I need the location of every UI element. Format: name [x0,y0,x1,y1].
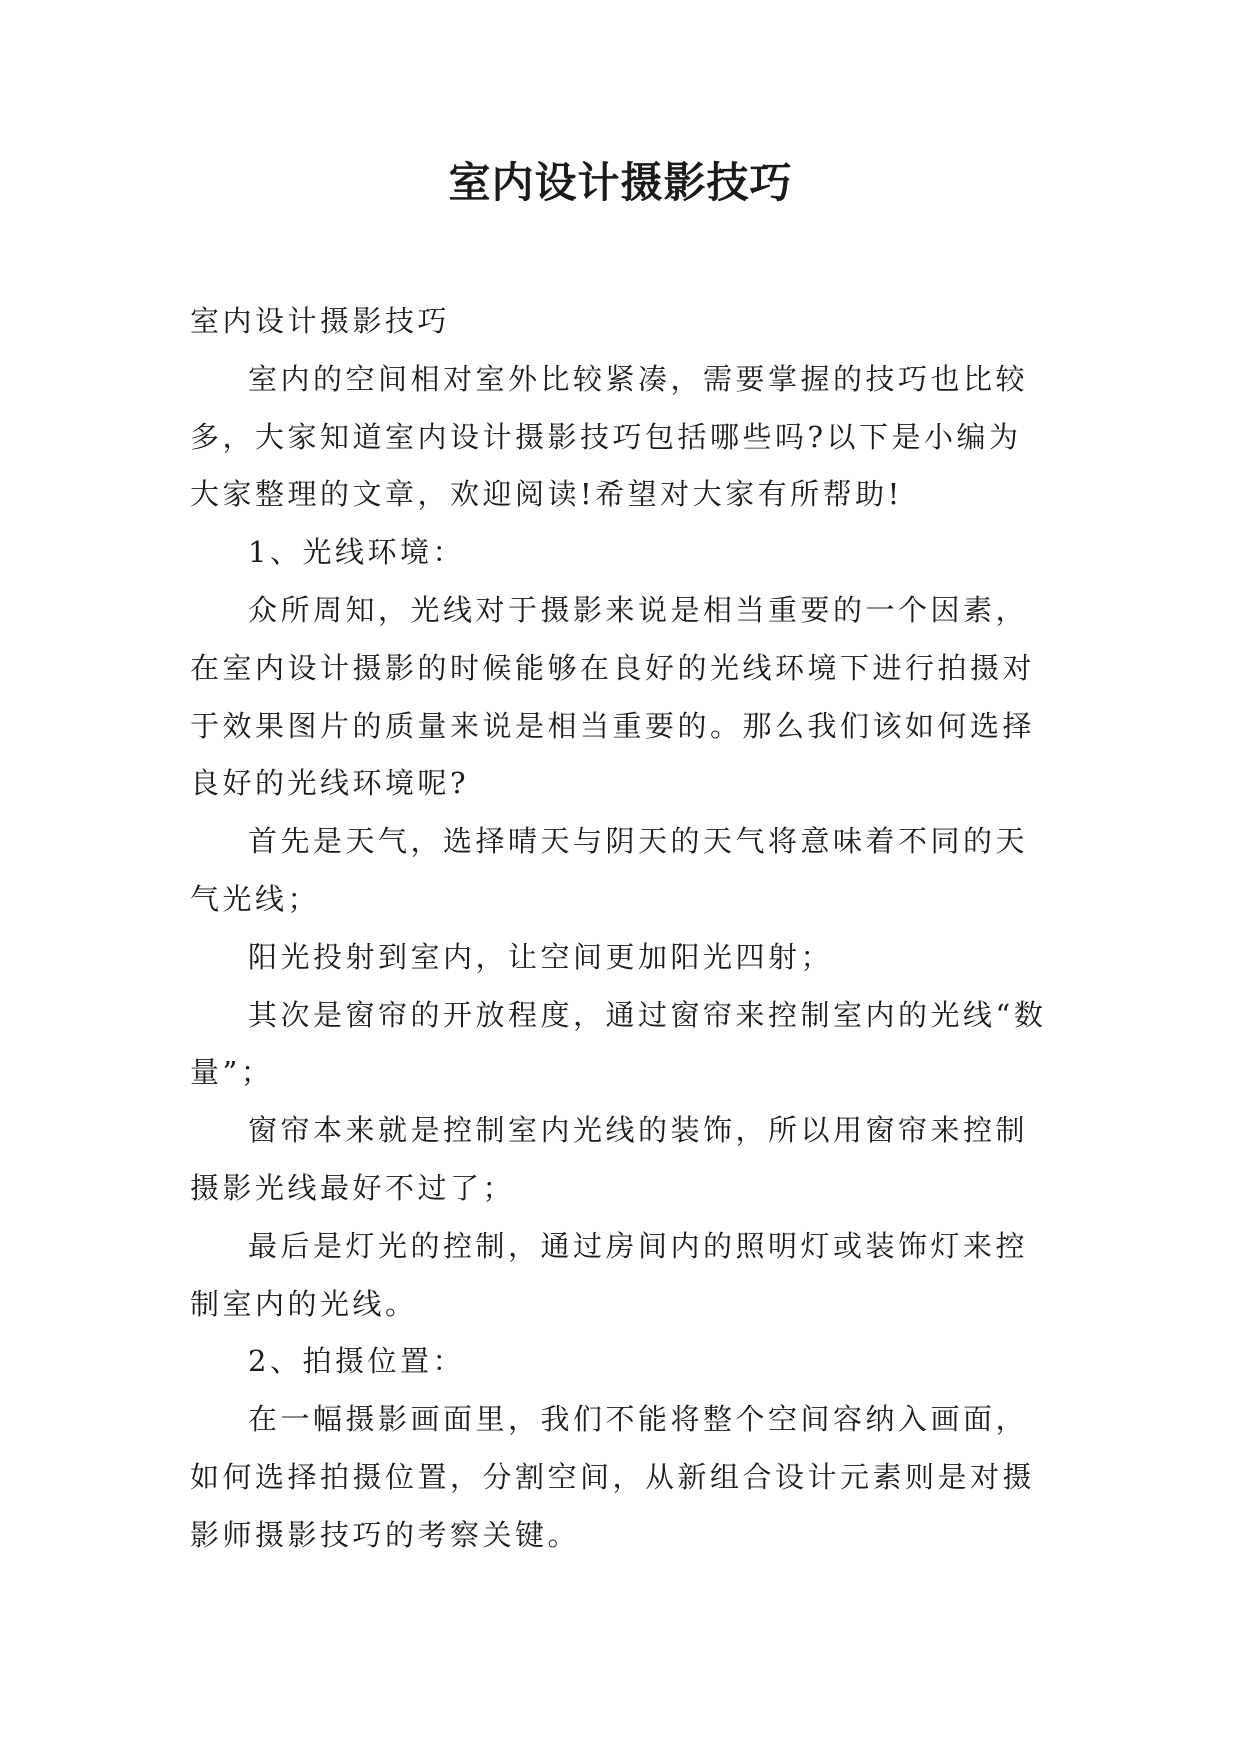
paragraph-lighting-importance: 众所周知，光线对于摄影来说是相当重要的一个因素，在室内设计摄影的时候能够在良好的光线环境下进行拍摄对于效果图片的质量来说是相当重要的。那么我们该如何选择良好的光线环境呢? [190,592,1036,801]
paragraph-curtains-control: 窗帘本来就是控制室内光线的装饰，所以用窗帘来控制摄影光线最好不过了； [190,1113,1029,1205]
document-body [190,293,1050,1565]
paragraph-weather: 首先是天气，选择晴天与阴天的天气将意味着不同的天气光线； [190,824,1029,916]
document-subtitle: 室内设计摄影技巧 [190,304,451,338]
paragraph-curtains: 其次是窗帘的开放程度，通过窗帘来控制室内的光线“数量”； [190,997,1047,1090]
paragraph-intro: 室内的空间相对室外比较紧凑，需要掌握的技巧也比较多，大家知道室内设计摄影技巧包括哪些吗?以下是小编为大家整理的文章，欢迎阅读!希望对大家有所帮助! [190,361,1029,512]
document-title: 室内设计摄影技巧 [448,158,793,207]
section-heading-position: 2、拍摄位置： [248,1344,465,1379]
section-heading-lighting: 1、光线环境： [248,535,465,570]
paragraph-lamps: 最后是灯光的控制，通过房间内的照明灯或装饰灯来控制室内的光线。 [190,1228,1029,1321]
paragraph-position: 在一幅摄影画面里，我们不能将整个空间容纳入画面，如何选择拍摄位置，分割空间，从新组合设计元素则是对摄影师摄影技巧的考察关键。 [190,1402,1036,1552]
paragraph-sunlight: 阳光投射到室内，让空间更加阳光四射； [248,939,834,974]
